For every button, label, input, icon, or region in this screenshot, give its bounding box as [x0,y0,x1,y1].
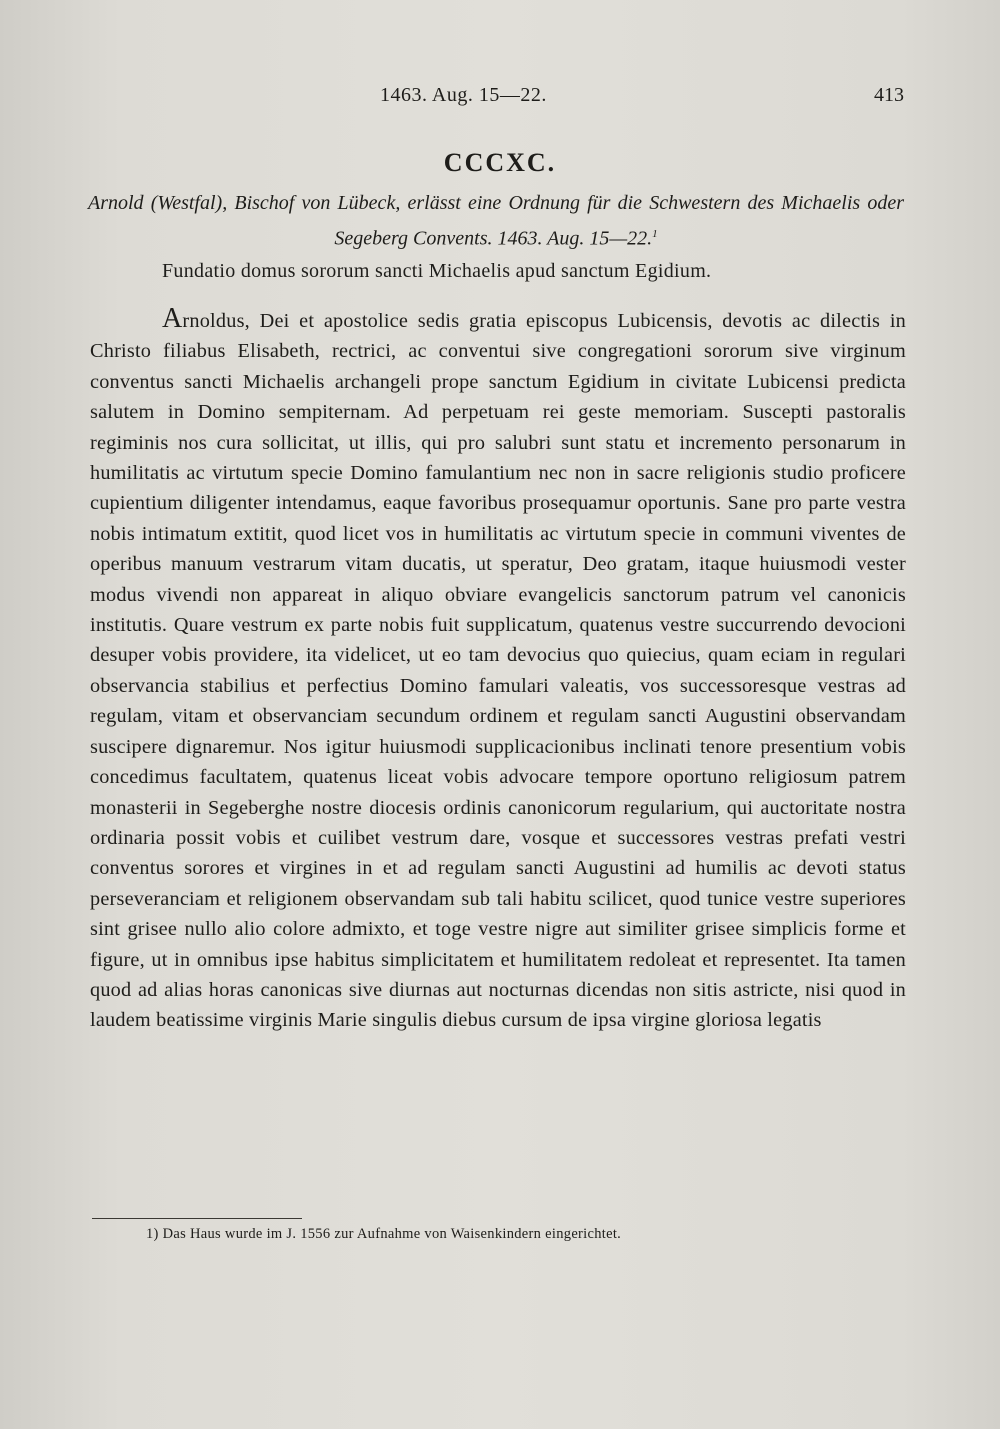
regest-text: Arnold (Westfal), Bischof von Lübeck, erlässt eine Ordnung für die Schwestern des Michaelis oder Segeberg Convents. 1463. Aug. 15—22. [88,192,904,250]
document-number: CCCXC. [443,148,557,177]
footnote-text: Das Haus wurde im J. 1556 zur Aufnahme von Waisenkindern eingerichtet. [162,1226,622,1242]
footnote [146,1226,846,1243]
footnote-divider [92,1218,302,1219]
running-head: 1463. Aug. 15—22. [380,84,547,106]
page-number: 413 [874,84,904,106]
document-regest [88,188,904,255]
page-header [90,84,910,114]
document-body [90,304,906,1036]
initial-letter: A [162,303,183,334]
body-text: rnoldus, Dei et apostolice sedis gratia episcopus Lubicensis, devotis ac dilectis in Christo filiabus Elisabeth, rectrici, ac conventui sive congregationi sororum sive virginum conventus sancti Michaelis archangeli prope sanctum Egidium in civitate Lubicensi predicta salutem in Domino sempiternam. Ad perpetuam rei geste memoriam. Suscepti pastoralis regiminis nos cura sollicitat, ut illis, qui pro salubri sunt statu et incremento personarum in humilitatis ac virtutum specie Domino famulantium nec non in sacre religionis studio proficere cupientium diligenter intendamus, eaque favoribus prosequamur oportunis. Sane pro parte vestra nobis intimatum extitit, quod licet vos in humilitatis ac virtutum specie in communi viventes de operibus manuum vestrarum vitam ducatis, ut speratur, Deo gratam, itaque huiusmodi vester modus vivendi non appareat in aliquo obviare evangelicis sanctorum patrum vel canonicis institutis. Quare vestrum ex parte nobis fuit supplicatum, quatenus vestre succurrendo devocioni desuper vobis providere, ita videlicet, ut eo tam devocius quo quiecius, quam eciam in regulari observancia stabilius et perfectius Domino famulari valeatis, vos successoresque vestras ad regulam, vitam et observanciam secundum ordinem et regulam sancti Augustini observandam suscipere dignaremur. Nos igitur huiusmodi supplicacionibus inclinati tenore presentium vobis concedimus facultatem, quatenus liceat vobis advocare tempore oportuno religiosum patrem monasterii in Segeberghe nostre diocesis ordinis canonicorum regularium, qui auctoritate nostra ordinaria possit vobis et cuilibet vestrum dare, vosque et successores vestras prefati vestri conventus sorores et virgines in et ad regulam sancti Augustini ad humilis ac devoti status perseveranciam et religionem observandam sub tali habitu scilicet, quod tunice vestre superiores sint grisee nullo alio colore admixto, et toge vestre nigre aut similiter grisee simplicis forme et figure, ut in omnibus ipse habitus simplicitatem et humilitatem redoleat et representet. Ita tamen quod ad alias horas canonicas sive diurnas aut nocturnas dicendas non sitis astricte, nisi quod in laudem beatissime virginis Marie singulis diebus cursum de ipsa virgine gloriosa legatis [90,310,906,1032]
footnote-mark: 1) [146,1226,159,1242]
document-subtitle: Fundatio domus sororum sancti Michaelis apud sanctum Egidium. [162,260,712,282]
regest-note-mark: 1 [652,228,658,240]
